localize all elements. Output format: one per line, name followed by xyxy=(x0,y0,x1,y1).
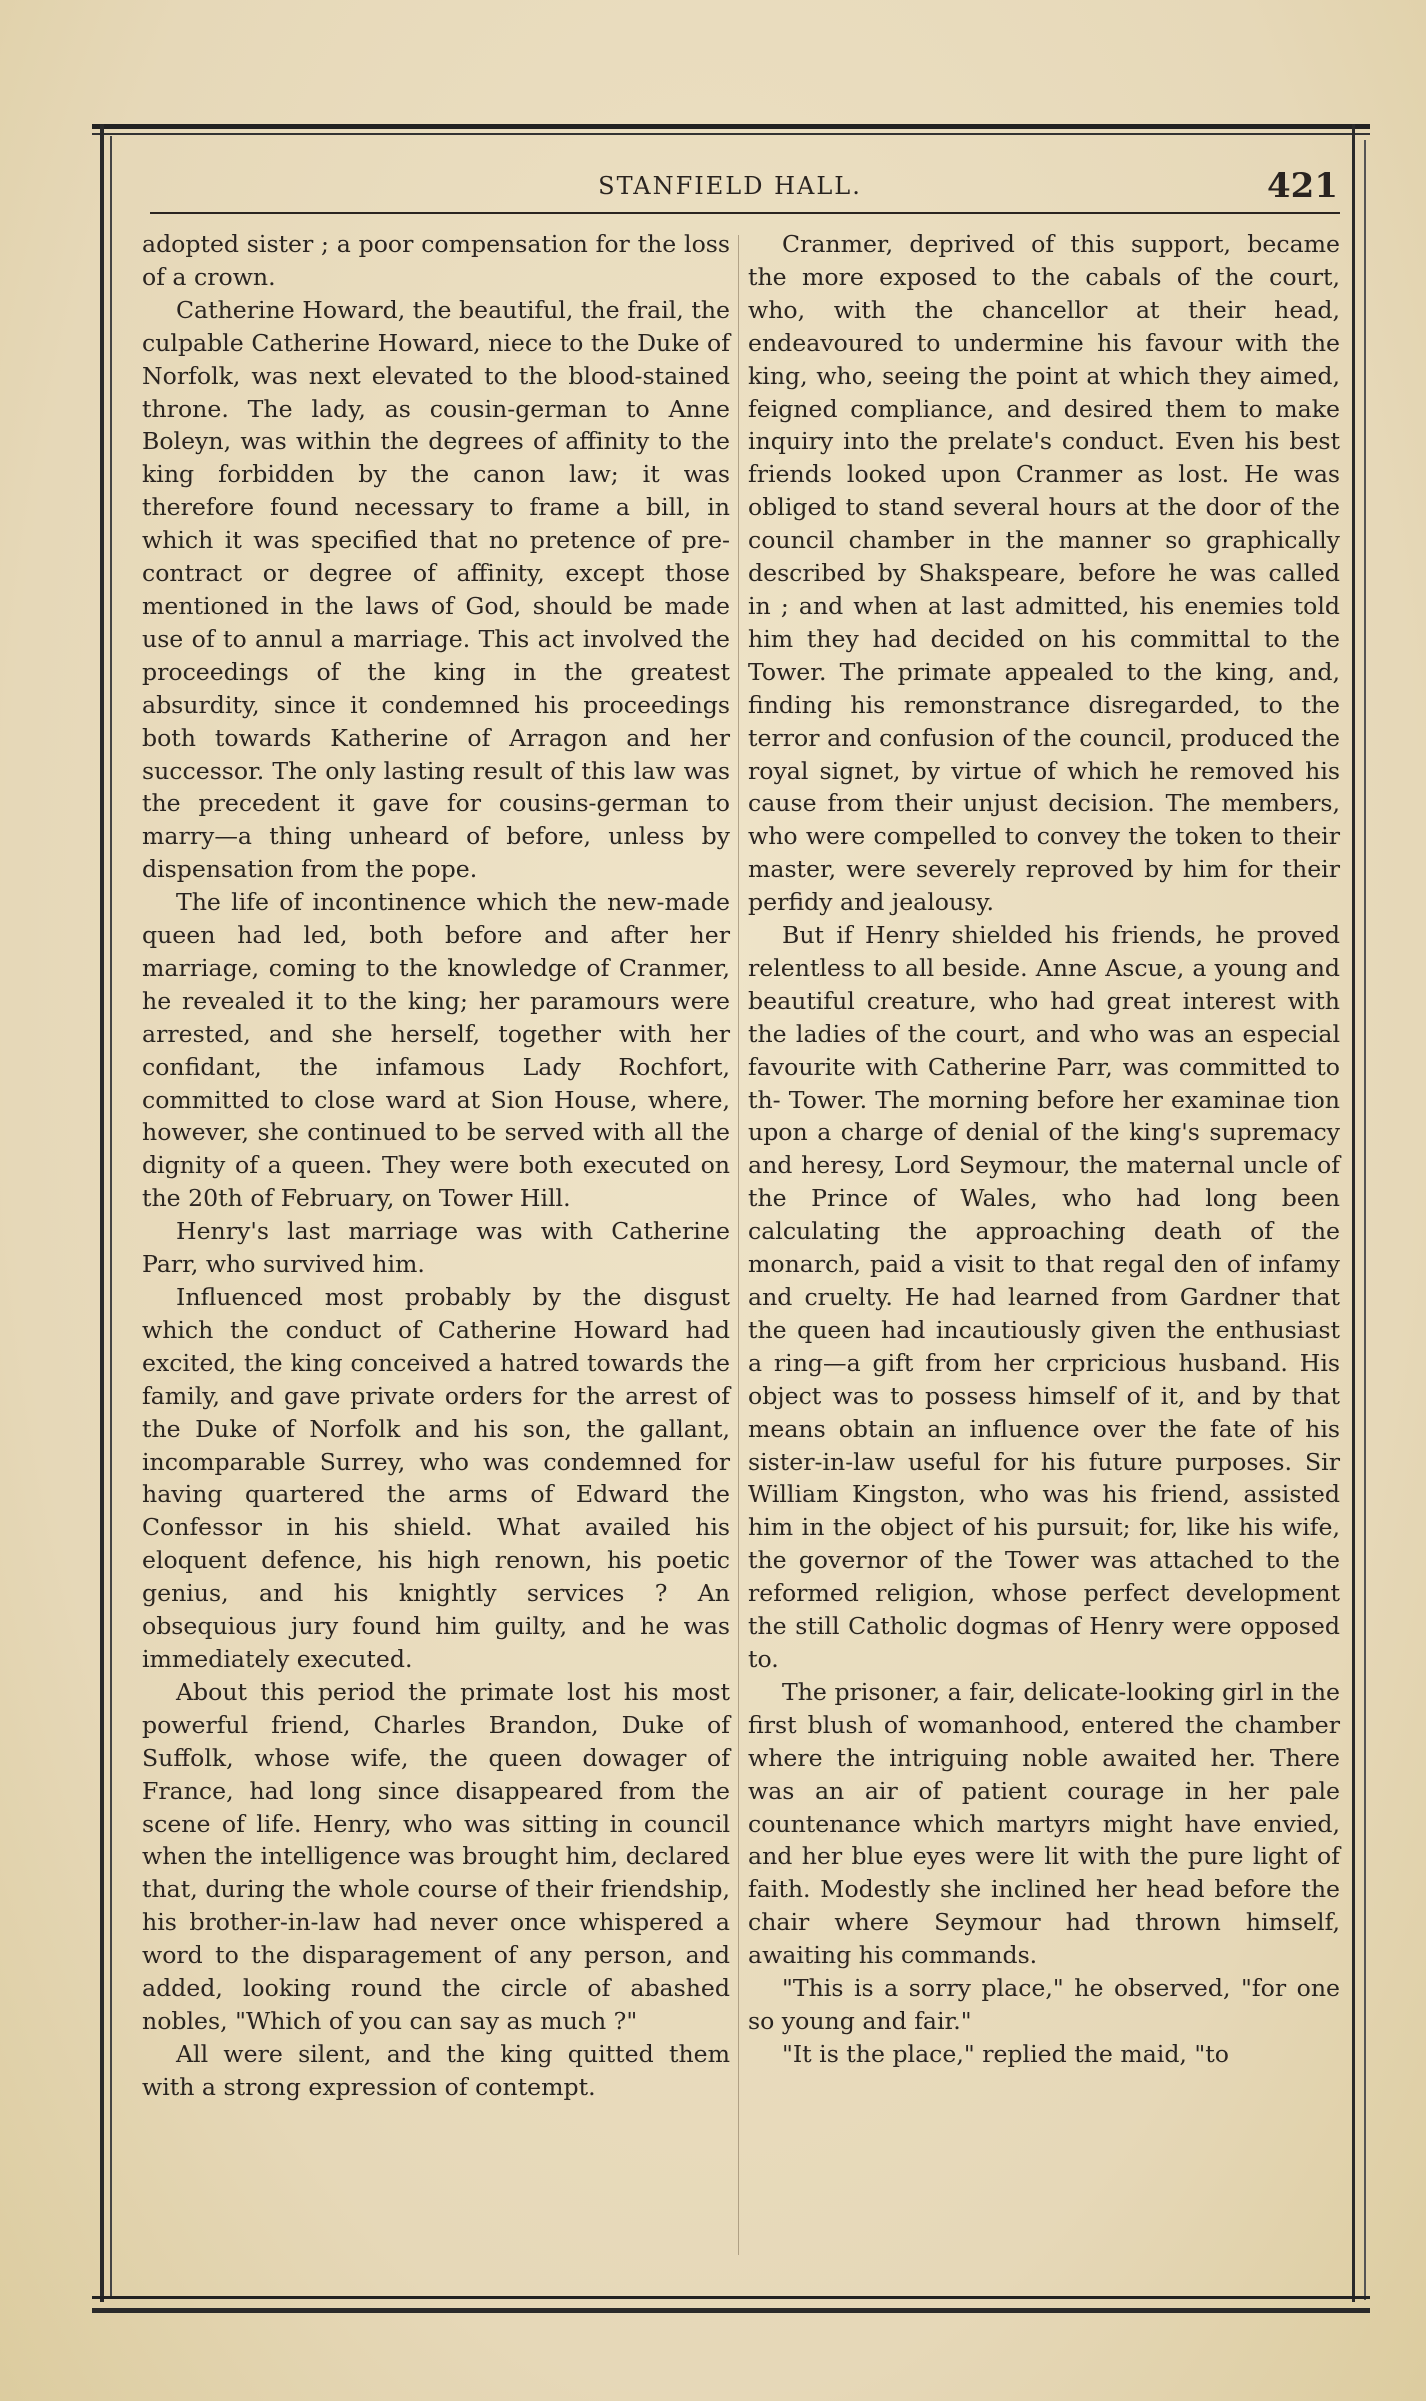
paragraph: All were silent, and the king quitted them with a strong expression of contempt. xyxy=(142,2039,730,2101)
bottom-rule xyxy=(92,2308,1370,2313)
paragraph: Catherine Howard, the beautiful, the frail, the culpable Catherine Howard, niece to the Duke of Norfolk, was next elevated to the blood-stained throne. The lady, as cousin-german to Anne Boleyn, was within the degrees of affinity to the king forbidden by the canon law; it was therefore found necessary to frame a bill, in which it was specified that no pretence of pre-contract or degree of affinity, except those mentioned in the laws of God, should be made use of to annul a marriage. This act involved the proceedings of the king in the greatest absurdity, since it condemned his proceedings both towards Katherine of Arragon and her successor. The only lasting result of this law was the precedent it gave for cousins-german to marry—a thing unheard of before, unless by dispensation from the pope. xyxy=(142,295,730,884)
paragraph: The life of incontinence which the new-made queen had led, both before and after her marriage, coming to the knowledge of Cranmer, he revealed it to the king; her paramours were arrested, and she herself, together with her confidant, the infamous Lady Rochfort, committed to close ward at Sion House, where, however, she continued to be served with all the dignity of a queen. They were both executed on the 20th of February, on Tower Hill. xyxy=(142,888,730,1213)
column-divider xyxy=(738,235,739,2255)
left-border-inner xyxy=(110,136,112,2296)
paragraph: Cranmer, deprived of this support, became the more exposed to the cabals of the court, who, with the chancellor at their head, endeavoured to undermine his favour with the king, who, seeing the point at which they aimed, feigned compliance, and desired them to make inquiry into the prelate's conduct. Even his best friends looked upon Cranmer as lost. He was obliged to stand several hours at the door of the council chamber in the manner so graphically described by Shakspeare, before he was called in ; and when at last admitted, his enemies told him they had decided on his committal to the Tower. The primate appealed to the king, and, finding his remonstrance disregarded, to the terror and confusion of the council, produced the royal signet, by virtue of which he removed his cause from their unjust decision. The members, who were compelled to convey the token to their master, were severely reproved by him for their perfidy and jealousy. xyxy=(748,230,1340,917)
paragraph: But if Henry shielded his friends, he proved relentless to all beside. Anne Ascue, a young and beautiful creature, who had great interest with the ladies of the court, and who was an especial favourite with Catherine Parr, was committed to th- Tower. The morning before her examinae tion upon a charge of denial of the king's supremacy and heresy, Lord Seymour, the maternal uncle of the Prince of Wales, who had long been calculating the approaching death of the monarch, paid a visit to that regal den of infamy and cruelty. He had learned from Gardner that the queen had incautiously given the enthusiast a ring—a gift from her crpricious husband. His object was to possess himself of it, and by that means obtain an influence over the fate of his sister-in-law useful for his future purposes. Sir William Kingston, who was his friend, assisted him in the object of his pursuit; for, like his wife, the governor of the Tower was attached to the reformed religion, whose perfect development the still Catholic dogmas of Henry were opposed to. xyxy=(748,921,1340,1673)
bottom-rule-thin xyxy=(92,2296,1370,2299)
top-rule xyxy=(92,124,1370,129)
left-border xyxy=(100,124,104,2302)
paragraph: The prisoner, a fair, delicate-looking girl in the first blush of womanhood, entered the chamber where the intriguing noble awaited her. There was an air of patient courage in her pale countenance which martyrs might have envied, and her blue eyes were lit with the pure light of faith. Modestly she inclined her head before the chair where Seymour had thrown himself, awaiting his commands. xyxy=(748,1677,1340,1970)
paragraph: adopted sister ; a poor compensation for the loss of a crown. xyxy=(142,230,730,291)
left-column xyxy=(142,228,730,2104)
right-border-inner xyxy=(1364,140,1366,2300)
right-column xyxy=(748,228,1340,2071)
paragraph: "It is the place," replied the maid, "to xyxy=(782,2039,1229,2068)
paragraph: Henry's last marriage was with Catherine Parr, who survived him. xyxy=(142,1217,730,1279)
page-number: 421 xyxy=(1267,166,1338,206)
running-title: STANFIELD HALL. xyxy=(598,172,862,200)
top-rule-thin xyxy=(92,133,1370,135)
paragraph: "This is a sorry place," he observed, "for one so young and fair." xyxy=(748,1974,1340,2035)
header-rule xyxy=(150,212,1340,214)
right-border xyxy=(1352,124,1355,2302)
running-header xyxy=(112,168,1348,208)
paragraph: Influenced most probably by the disgust which the conduct of Catherine Howard had excited, the king conceived a hatred towards the family, and gave private orders for the arrest of the Duke of Norfolk and his son, the gallant, incomparable Surrey, who was condemned for having quartered the arms of Edward the Confessor in his shield. What availed his eloquent defence, his high renown, his poetic genius, and his knightly services ? An obsequious jury found him guilty, and he was immediately executed. xyxy=(142,1283,730,1673)
paragraph: About this period the primate lost his most powerful friend, Charles Brandon, Duke of Suffolk, whose wife, the queen dowager of France, had long since disappeared from the scene of life. Henry, who was sitting in council when the intelligence was brought him, declared that, during the whole course of their friendship, his brother-in-law had never once whispered a word to the disparagement of any person, and added, looking round the circle of abashed nobles, "Which of you can say as much ?" xyxy=(142,1677,730,2035)
